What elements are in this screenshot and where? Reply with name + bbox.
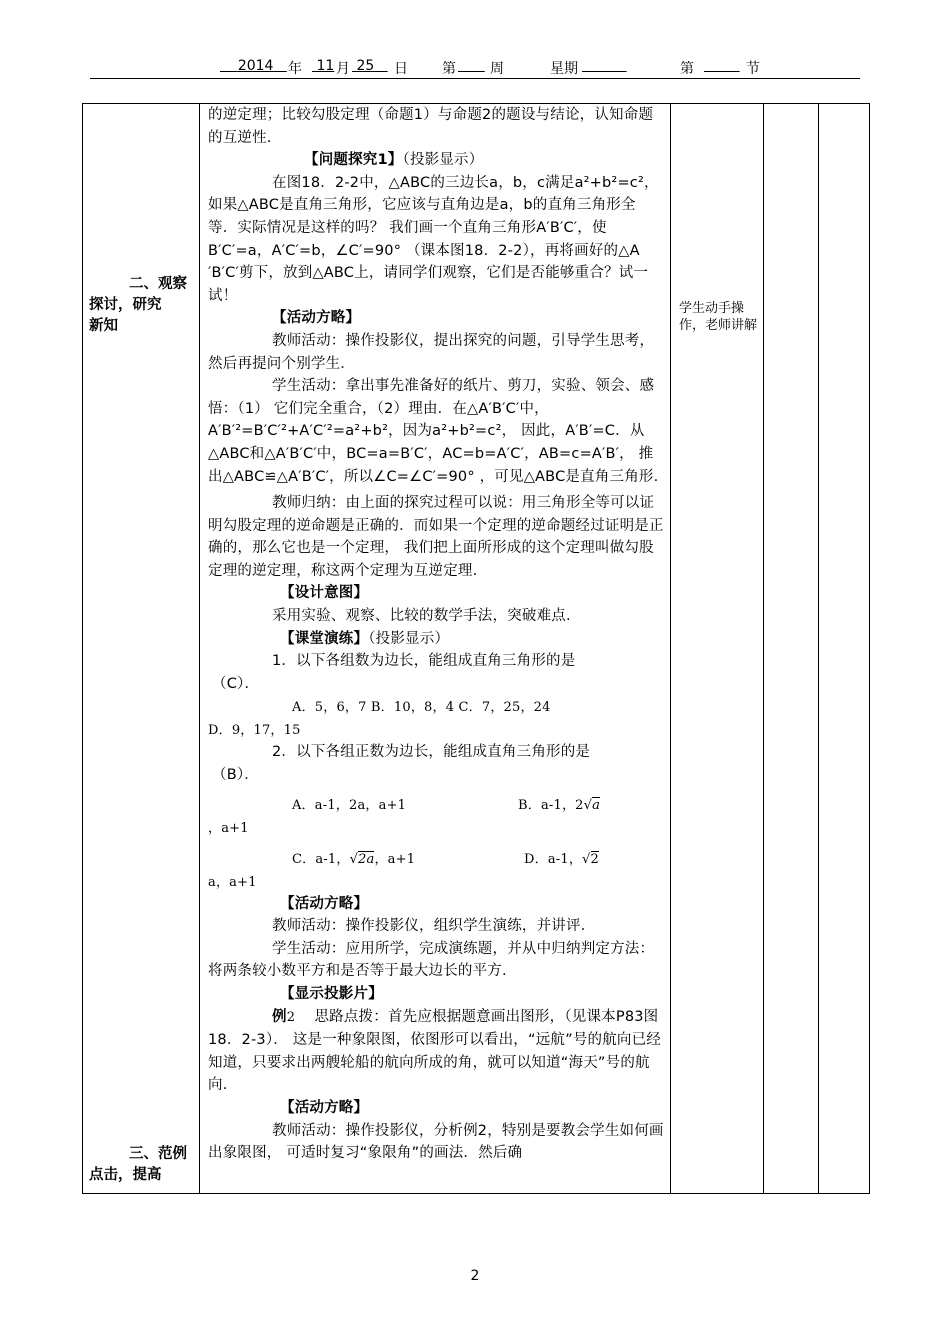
text-question-1: 1．以下各组数为边长，能组成直角三角形的是	[272, 653, 576, 670]
question-2-options-ab	[208, 791, 664, 819]
section-observe-line1: 二、观察	[129, 276, 187, 292]
content-column	[200, 104, 671, 1194]
text-student-activity-2: 学生活动：应用所学，完成演练题，并从中归纳判定方法：将两条较小数平方和是否等于最大边长的平方.	[208, 940, 655, 980]
heading-strategy-2: 【活动方略】	[280, 895, 369, 912]
text-question-2: 2．以下各组正数为边长，能组成直角三角形的是	[272, 744, 591, 761]
lesson-table	[82, 103, 870, 1194]
header-weekday-label: 星期	[550, 61, 578, 77]
heading-explore: 【问题探究1】（投影显示）	[304, 152, 484, 169]
text-teacher-activity-3: 教师活动：操作投影仪，分析例2，特别是要教会学生如何画出象限图， 可适时复习“象限角”的画法．然后确	[208, 1122, 664, 1162]
heading-strategy-1: 【活动方略】	[272, 310, 361, 327]
option-c: C．a-1，√2a，a+1	[292, 851, 416, 867]
text-question-1-option-d: D．9，17，15	[208, 723, 301, 739]
section-column	[83, 104, 200, 1194]
text-explore: 在图18．2-2中，△ABC的三边长a，b，c满足a²+b²=c²，如果△ABC是直角三角形，它应该与直角边是a，b的直角三角形全等．实际情况是这样的吗？ 我们画一个直角三角形A′B′C′，使B′C′=a，A′C′=b，∠C′=90° （课本图18．2-2），再将画好的△A ′B′C′剪下，放到△ABC上，请同学们观察，它们是否能够重合？试一试！	[208, 174, 659, 304]
header-year: 2014	[237, 58, 274, 74]
option-b: B．a-1，2√a	[518, 797, 601, 813]
heading-design: 【设计意图】	[280, 585, 369, 602]
text-student-activity-1: 学生活动：拿出事先准备好的纸片、剪刀，实验、领会、感悟：（1） 它们完全重合，（2）理由．在△A′B′C′中，A′B′²=B′C′²+A′C′²=a²+b²，因为a²+b²=c²， 因此，A′B′=C．从△ABC和△A′B′C′中，BC=a=B′C′，AC=b=A′C′，AB=c=A′B′， 推出△ABC≌△A′B′C′，所以∠C=∠C′=90° ，可见△ABC是直角三角形.	[208, 378, 659, 485]
blank-column-1	[764, 104, 819, 1194]
heading-strategy-3: 【活动方略】	[280, 1099, 369, 1116]
section-example-line1: 三、范例	[129, 1146, 187, 1162]
section-observe-line2: 探讨，研究	[89, 297, 162, 313]
header-lesson-blank	[704, 58, 740, 74]
header-day-unit: 日	[394, 61, 408, 77]
text-teacher-activity-1: 教师活动：操作投影仪，提出探究的问题，引导学生思考，然后再提问个别学生．	[208, 332, 655, 372]
text-design: 采用实验、观察、比较的数学手法，突破难点.	[272, 608, 571, 625]
header-week-label: 第	[442, 61, 456, 77]
text-teacher-activity-2: 教师活动：操作投影仪，组织学生演练，并讲评．	[272, 918, 596, 935]
page-header	[90, 58, 860, 79]
section-observe-line3: 新知	[89, 318, 118, 334]
text-example-2: 例2 思路点拨：首先应根据题意画出图形，（见课本P83图18．2-3）． 这是一种象限图，依图形可以看出，“远航”号的航向已经知道，只要求出两艘轮船的航向所成的角，就可以知道“海天”号的航向.	[208, 1008, 662, 1094]
header-weekday-blank	[582, 58, 627, 74]
header-lesson-unit: 节	[746, 61, 760, 77]
header-year-unit: 年	[288, 61, 302, 77]
blank-column-2	[819, 104, 870, 1194]
option-b-tail: ，a+1	[208, 820, 249, 836]
text-question-1-answer: （C）．	[212, 675, 260, 692]
text-converse-intro: 的逆定理；比较勾股定理（命题1）与命题2的题设与结论，认知命题的互逆性.	[208, 107, 654, 146]
text-teacher-summary: 教师归纳：由上面的探究过程可以说：用三角形全等可以证明勾股定理的逆命题是正确的．而如果一个定理的逆命题经过证明是正确的，那么它也是一个定理， 我们把上面所形成的这个定理叫做勾股定理的逆定理，称这两个定理为互逆定理.	[208, 495, 664, 579]
header-month-unit: 月	[336, 61, 350, 77]
section-observe	[89, 274, 197, 337]
text-question-2-answer: （B）．	[212, 767, 259, 784]
heading-practice: 【课堂演练】（投影显示）	[280, 630, 450, 647]
header-day: 25	[356, 58, 375, 74]
header-week-unit: 周	[490, 61, 504, 77]
method-note: 学生动手操作，老师讲解	[679, 301, 758, 333]
section-example-line2: 点击，提高	[89, 1167, 162, 1183]
option-a: A．a-1，2a，a+1	[292, 797, 407, 813]
text-question-1-options: A．5，6，7 B．10，8，4 C．7，25，24	[292, 700, 551, 716]
question-2-options-cd	[208, 845, 664, 873]
option-d: D．a-1，√2	[524, 851, 600, 867]
heading-slide: 【显示投影片】	[280, 986, 383, 1002]
section-example	[89, 1144, 197, 1186]
option-d-tail: a，a+1	[208, 874, 257, 890]
header-week-blank	[458, 58, 485, 74]
header-lesson-label: 第	[680, 61, 694, 77]
method-column	[671, 104, 764, 1194]
header-month: 11	[316, 58, 335, 74]
page-number: 2	[470, 1268, 480, 1284]
